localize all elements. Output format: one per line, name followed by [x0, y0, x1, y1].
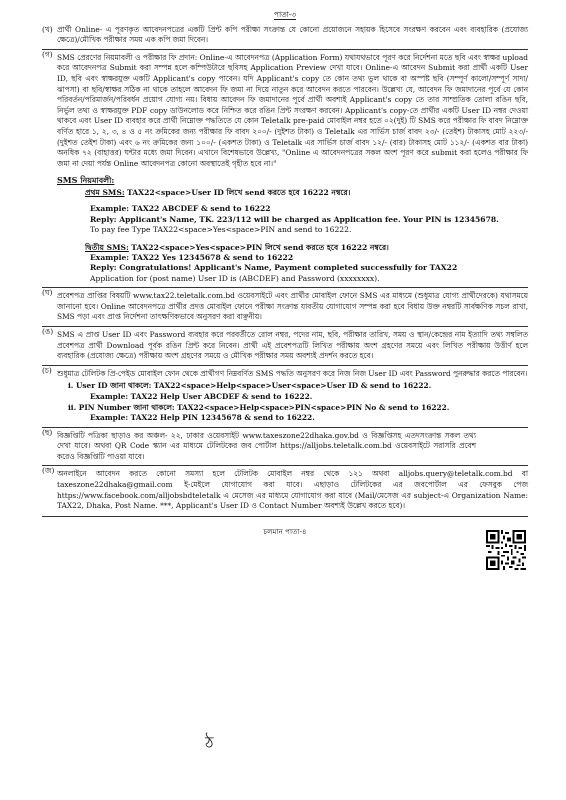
item-label: (জ)	[42, 466, 55, 476]
item-label: (চ)	[42, 365, 52, 375]
second-sms-example: Example: TAX22 Yes 12345678 & send to 16222	[90, 252, 294, 262]
recovery-pin: ii. PIN Number জানা থাকলে: TAX22<space>Help<space>PIN<space>PIN No & send to 16222.	[68, 402, 450, 412]
recovery-instructions	[42, 381, 528, 423]
item-label: (গ)	[42, 49, 53, 59]
sms-heading: SMS নিয়মাবলী:	[57, 175, 115, 186]
item-ga	[42, 49, 528, 170]
item-text: শুধুমাত্র টেলিটক প্রি-পেইড মোবাইল ফোন থেকে প্রার্থীগণ নিম্নবর্ণিত SMS পদ্ধতি অনুসরণ করে নিজ নিজ User ID এবং Password পুনরুদ্ধার করতে পারবেন।	[57, 368, 528, 378]
second-sms-line: দ্বিতীয় SMS: TAX22<space>Yes<space>PIN লিখে send করতে হবে 16222 নম্বরে।	[85, 242, 389, 252]
recovery-user-id-example: Example: TAX22 Help User ABCDEF & send to 16222.	[90, 391, 313, 401]
item-cha	[42, 365, 528, 380]
first-sms-line: প্রথম SMS: TAX22<space>User ID লিখে send করতে হবে 16222 নম্বরে।	[85, 187, 351, 197]
item-label: (খ)	[42, 24, 53, 34]
second-sms-reply: Reply: Congratulations! Applicant's Name, Payment completed successfully for TAX22	[90, 263, 458, 273]
page-number: পাতা-৩	[273, 10, 297, 19]
first-sms-example: Example: TAX22 ABCDEF & send to 16222	[90, 204, 271, 214]
item-kha	[42, 25, 528, 46]
item-gha	[42, 287, 528, 323]
item-label: (ঙ)	[42, 326, 54, 336]
sms-instructions	[42, 188, 528, 284]
item-ja	[42, 465, 528, 516]
qr-code-icon[interactable]	[486, 530, 526, 570]
item-text: SMS প্রেরণের নিয়মাবলী ও পরীক্ষার ফি প্রদান: Online-এ আবেদনপত্র (Application Form) যথাযথভাবে পূরণ করে নির্দেশনা মতে ছবি এবং স্বাক্ষর upload করে আবেদনপত্র Submit করা সম্পন্ন হলে কম্পিউটারে ছবিসহ Application Preview দেখা যাবে। Online-এ আবেদন Submit করা প্রার্থী একটি User ID, ছবি এবং স্বাক্ষরযুক্ত একটি Applicant's copy পাবেন। যদি Applicant's copy তে কোন তথ্য ভুল থাকে বা অস্পষ্ট ছবি (সম্পূর্ণ কালো/সম্পূর্ণ সাদা/ঝাপসা) বা ছবি/স্বাক্ষর সঠিক না থাকে তাহলে আবেদন ফি জমা না দিয়ে নাতুন করে আবেদন করতে পারবেন। উল্লেখ্য যে, আবেদন ফি জমাদানের পূর্বে যে কোন পরিবর্তন/পরিমার্জন/পরিবর্ধন প্রয়োগ যোগ্য নয়। বিধায় আবেদন ফি জমাদানের পূর্বে প্রার্থী অবশ্যই Applicant's copy তে তার সাম্প্রতিক তোলা রঙিন ছবি, নির্ভুল তথ্য ও স্বাক্ষরযুক্ত PDF copy ডাউনলোড করে নিশ্চিত করে রঙিন প্রিন্ট সংরক্ষণ করবেন। Applicant's copy-তে প্রার্থীর একটি User ID নম্বর দেওয়া থাকবে এবং User ID ব্যবহার করে প্রার্থী নিম্নোক্ত পদ্ধতিতে যে কোন Teletalk pre-paid মোবাইল নম্বর হতে ০২(দুই) টি SMS করে পরীক্ষার ফি বাবদ নিম্নোক্ত বর্ণিত হারে ১, ২, ৩, ৪ ও ৫ নং ক্রমিকের জন্য পরীক্ষার ফি বাবদ ২০০/- (দুইশত টাকা) ও Teletalk এর সার্ভিস চার্জ বাবদ ২৩/- (তেইশ) টাকাসহ মোট ২২৩/- (দুইশত তেইশ টাকা) এবং ৬ নং ক্রমিকের জন্য ১০০/- (একশত টাকা) ও Teletalk এর সার্ভিস চার্জ বাবদ ১২/- (বার) টাকাসহ মোট ১১২/- (একশত বার টাকা) অনধিক ৭২ (বাহাত্তর) ঘন্টার মধ্যে জমা দিবেন। এখানে বিশেষভাবে উল্লেখ্য, "Online এ আবেদনপত্রের সকল অংশ পূরণ করে submit করা হলেও পরীক্ষার ফি জমা না দেয়া পর্যন্ত Online আবেদনপত্র কোনো অবস্থাতেই গৃহীত হবে না।"	[57, 52, 528, 168]
first-sms-reply-2: To pay fee Type TAX22<space>Yes<space>PIN and send to 16222.	[90, 225, 352, 235]
signature: ঠ	[205, 733, 214, 752]
item-text: বিজ্ঞপ্তিটি পত্রিকা ছাড়াও কর অঞ্চল- ২২, ঢাকার ওয়েবসাইট www.taxeszone22dhaka.gov.bd ও বিজ্ঞপ্তিসহ এতদসংক্রান্ত সকল তথ্য দেখা যাবে। অথবা QR Code স্ক্যান এর মাধ্যমে টেলিটকের জব পোর্টাল https://alljobs.teletalk.com.bd ওয়েবসাইটে সরাসরি প্রবেশ করেও বিজ্ঞপ্তিটি পাওয়া যাবে।	[57, 430, 476, 461]
item-text: অনলাইনে আবেদন করতে কোনো সমস্যা হলে টেলিটক মোবাইল নম্বর থেকে ১২১ অথবা alljobs.query@teletalk.com.bd বা taxeszone22dhaka@gmail.com ই-মেইলে যোগাযোগ করা যাবে। এছাড়াও টেলিটকের এর জবপোর্টাল এর ফেসবুক পেজ https://www.facebook.com/alljobsbdteletalk এ মেসেজ এর মাধ্যমে যোগাযোগ করা যাবে (Mail/মেসেজ এর subject-এ Organization Name: TAX22, Dhaka, Post Name. ***, Applicant's User ID ও Contact Number অবশ্যই উল্লেখ করতে হবে)।	[57, 469, 528, 511]
first-sms-reply: Reply: Applicant's Name, TK. 223/112 will be charged as Application fee. Your PIN is 12345678.	[90, 214, 499, 224]
item-uo	[42, 326, 528, 362]
continued-page-note: চলমান পাতা-৪	[263, 526, 307, 536]
recovery-user-id: i. User ID জানা থাকলে: TAX22<space>Help<space>User<space>User ID & send to 16222.	[68, 381, 432, 391]
item-text: প্রবেশপত্র প্রাপ্তির বিষয়টি www.tax22.teletalk.com.bd ওয়েবসাইটে এবং প্রার্থীর মোবাইল ফোনে SMS এর মাধ্যমে (শুধুমাত্র যোগ্য প্রার্থীদেরকে) যথাসময়ে জানানো হবে। Online আবেদনপত্রে প্রার্থীর প্রদত্ত মোবাইল ফোনে পরীক্ষা সংক্রান্ত যাবতীয় যোগাযোগ সম্পন্ন করা হবে বিধায় উক্ত নম্বরটি সার্বক্ষণিক সচল রাখা, SMS পড়া এবং প্রাপ্ত নির্দেশনা তাৎক্ষণিকভাবে অনুসরণ করা বাঞ্ছনীয়।	[57, 291, 528, 322]
item-chha	[42, 427, 528, 463]
item-text: SMS এ প্রাপ্ত User ID এবং Password ব্যবহার করে পরবর্তীতে রোল নম্বর, পদের নাম, ছবি, পরীক্ষার তারিখ, সময় ও স্থান/কেন্দ্রের নাম ইত্যাদি তথ্য সম্বলিত প্রবেশপত্র প্রার্থী Download পূর্বক রঙিন প্রিন্ট করে নিবেন। প্রার্থী এই প্রবেশপত্রটি লিখিত পরীক্ষায় অংশ গ্রহণের সময়ে এবং লিখিত পরীক্ষায় উত্তীর্ণ হলে ব্যবহারিক (প্রযোজ্য ক্ষেত্রে) পরীক্ষায় অংশ গ্রহণের সময়ে ও মৌখিক পরীক্ষার সময় অবশ্যই প্রদর্শন করতে হবে।	[57, 329, 528, 361]
second-sms-reply-2: Application for (post name) User ID is (ABCDEF) and Password (xxxxxxxx).	[90, 273, 380, 283]
recovery-pin-example: Example: TAX22 Help PIN 12345678 & send to 16222.	[90, 413, 315, 423]
item-label: (ঘ)	[42, 288, 53, 298]
item-label: (ছ)	[42, 427, 53, 437]
item-text: প্রার্থী Online- এ পূরণকৃত আবেদনপত্রের একটি প্রিন্ট কপি পরীক্ষা সংক্রান্ত যে কোনো প্রয়োজনে সহায়ক হিসেবে সংরক্ষণ করবেন এবং ব্যবহারিক (প্রযোজ্য ক্ষেত্রে)/মৌখিক পরীক্ষার সময় এক কপি জমা দিবেন।	[57, 24, 528, 45]
